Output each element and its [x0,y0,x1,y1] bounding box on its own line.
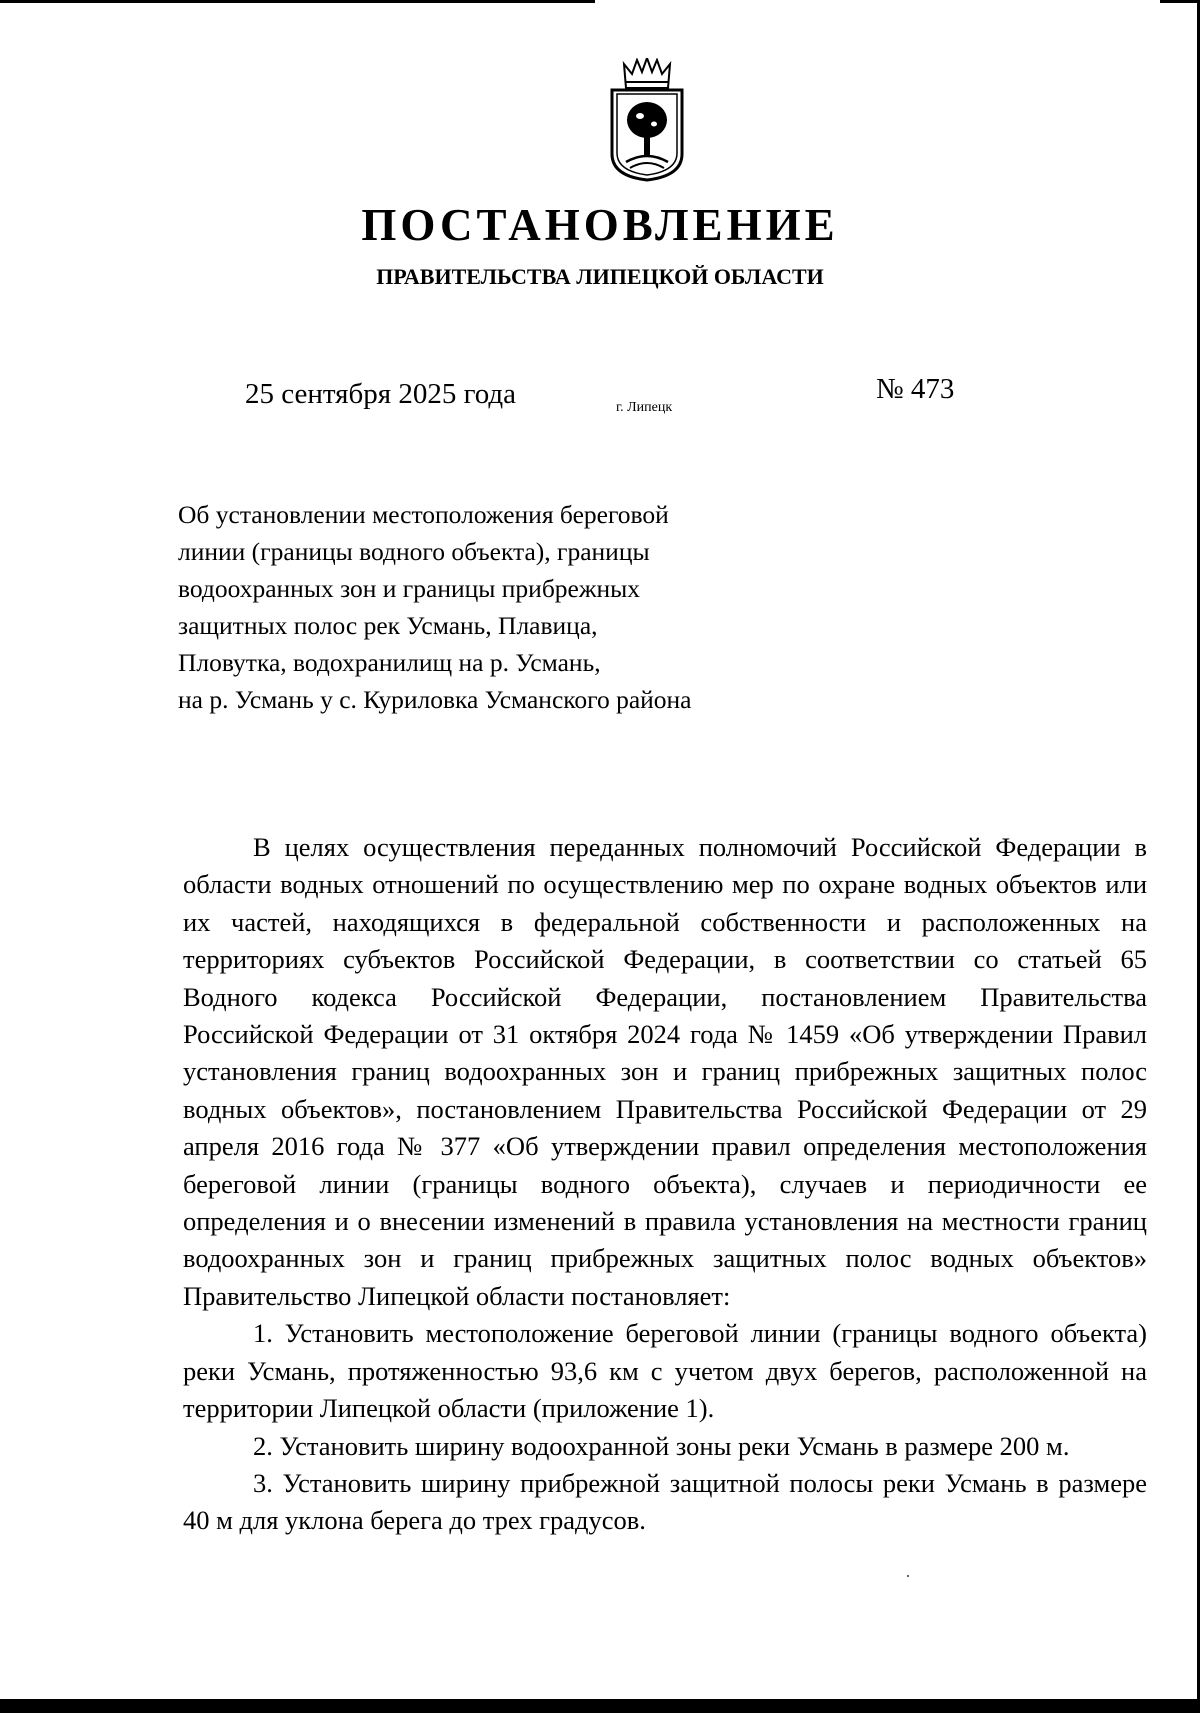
document-number: № 473 [876,373,955,405]
heading-line: Об установлении местоположения береговой [178,500,669,529]
scan-border-bottom [0,1699,1200,1713]
heading-line: Пловутка, водохранилищ на р. Усмань, [178,648,601,677]
document-title: ПОСТАНОВЛЕНИЕ [361,200,839,250]
document-date: 25 сентября 2025 года [245,378,517,410]
scan-border-top [0,0,595,3]
heading-line: на р. Усмань у с. Куриловка Усманского района [178,685,692,714]
document-heading [178,496,798,718]
coat-of-arms-lipetsk-icon [604,58,690,182]
scan-speck [907,1575,909,1577]
heading-line: водоохранных зон и границы прибрежных [178,574,641,603]
document-subtitle: ПРАВИТЕЛЬСТВА ЛИПЕЦКОЙ ОБЛАСТИ [376,264,824,289]
heading-line: линии (границы водного объекта), границы [178,537,650,566]
heading-line: защитных полос рек Усмань, Плавица, [178,611,598,640]
document-body [183,829,1147,1540]
document-city: г. Липецк [616,400,673,415]
clause-paragraph: 1. Установить местоположение береговой линии (границы водного объекта) реки Усмань, протяженностью 93,6 км с учетом двух берегов, расположенной на территории Липецкой области (приложение 1). [183,1318,1147,1424]
preamble-paragraph: В целях осуществления переданных полномочий Российской Федерации в области водных отношений по осуществлению мер по охране водных объектов или их частей, находящихся в федеральной собственности и расположенных на территориях субъектов Российской Федерации, в соответствии со статьей 65 Водного кодекса Российской Федерации, постановлением Правительства Российской Федерации от 31 октября 2024 года № 1459 «Об утверждении Правил установления границ водоохранных зон и границ прибрежных защитных полос водных объектов», постановлением Правительства Российской Федерации от 29 апреля 2016 года № 377 «Об утверждении правил определения местоположения береговой линии (границы водного объекта), случаев и периодичности ее определения и о внесении изменений в правила установления на местности границ водоохранных зон и границ прибрежных защитных полос водных объектов» Правительство Липецкой области постановляет: [183,832,1147,1311]
clause-paragraph: 3. Установить ширину прибрежной защитной полосы реки Усмань в размере 40 м для уклона берега до трех градусов. [183,1467,1147,1536]
scan-border-top-right [1160,0,1200,3]
clause-paragraph: 2. Установить ширину водоохранной зоны реки Усмань в размере 200 м. [253,1430,1070,1461]
